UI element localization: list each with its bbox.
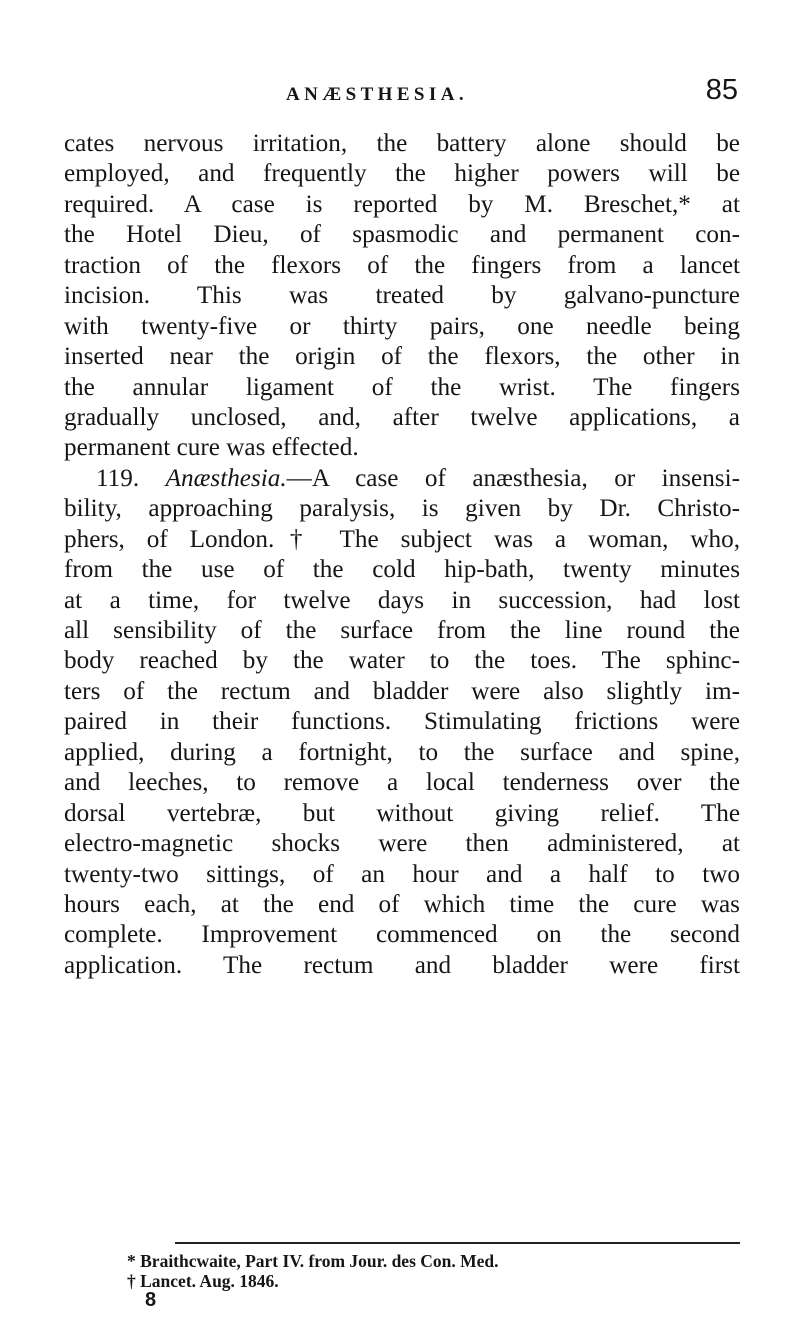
section-heading-line — [64, 464, 740, 494]
text-line: the annular ligament of the wrist. The fingers — [64, 373, 740, 401]
section-title: Anæsthesia. — [165, 464, 287, 492]
text-line: required. A case is reported by M. Breschet,* at — [64, 190, 740, 218]
signature-mark: 8 — [145, 1289, 157, 1311]
text-line: dorsal vertebræ, but without giving relief. The — [64, 799, 740, 827]
text-line: applied, during a fortnight, to the surface and spine, — [64, 738, 740, 766]
text-line: application. The rectum and bladder were first — [64, 951, 740, 979]
text-line: bility, approaching paralysis, is given by Dr. Christo- — [64, 495, 740, 523]
text-line: employed, and frequently the higher powers will be — [64, 160, 740, 188]
text-line: hours each, at the end of which time the cure was — [64, 890, 740, 918]
text-line: paired in their functions. Stimulating frictions were — [64, 708, 740, 736]
text-line: cates nervous irritation, the battery alone should be — [64, 130, 740, 157]
text-line: complete. Improvement commenced on the second — [64, 921, 740, 949]
text-line: permanent cure was effected. — [64, 434, 359, 462]
text-line: from the use of the cold hip-bath, twenty minutes — [64, 556, 740, 584]
text-line: twenty-two sittings, of an hour and a half to two — [64, 860, 740, 888]
text-line: incision. This was treated by galvano-puncture — [64, 282, 740, 310]
text-line: the Hotel Dieu, of spasmodic and permanent con- — [64, 221, 740, 249]
text-line: traction of the flexors of the fingers from a lancet — [64, 251, 740, 279]
text-line: with twenty-five or thirty pairs, one needle being — [64, 312, 740, 340]
text-line: electro-magnetic shocks were then administered, at — [64, 830, 740, 858]
footnote: * Braithcwaite, Part IV. from Jour. des Con. Med. — [127, 1251, 499, 1271]
text-line: and leeches, to remove a local tenderness over the — [64, 769, 740, 797]
page-header — [64, 74, 740, 114]
section-number: 119. — [96, 464, 140, 492]
section-first-line-text: —A case of anæsthesia, or insensi- — [286, 464, 740, 492]
body-text — [64, 129, 740, 981]
text-line: gradually unclosed, and, after twelve applications, a — [64, 403, 740, 431]
text-line: at a time, for twelve days in succession, had lost — [64, 586, 740, 614]
text-line: inserted near the origin of the flexors, the other in — [64, 343, 740, 371]
text-line: all sensibility of the surface from the line round the — [64, 617, 740, 644]
page-number: 85 — [705, 74, 738, 106]
text-line: ters of the rectum and bladder were also slightly im- — [64, 677, 740, 705]
footnote: † Lancet. Aug. 1846. — [127, 1271, 279, 1291]
running-head: ANÆSTHESIA. — [286, 84, 468, 105]
footnote-rule — [175, 1242, 740, 1244]
footnotes — [127, 1251, 727, 1291]
text-line: body reached by the water to the toes. The sphinc- — [64, 647, 740, 675]
text-line: phers, of London.† The subject was a woman, who, — [64, 525, 740, 553]
